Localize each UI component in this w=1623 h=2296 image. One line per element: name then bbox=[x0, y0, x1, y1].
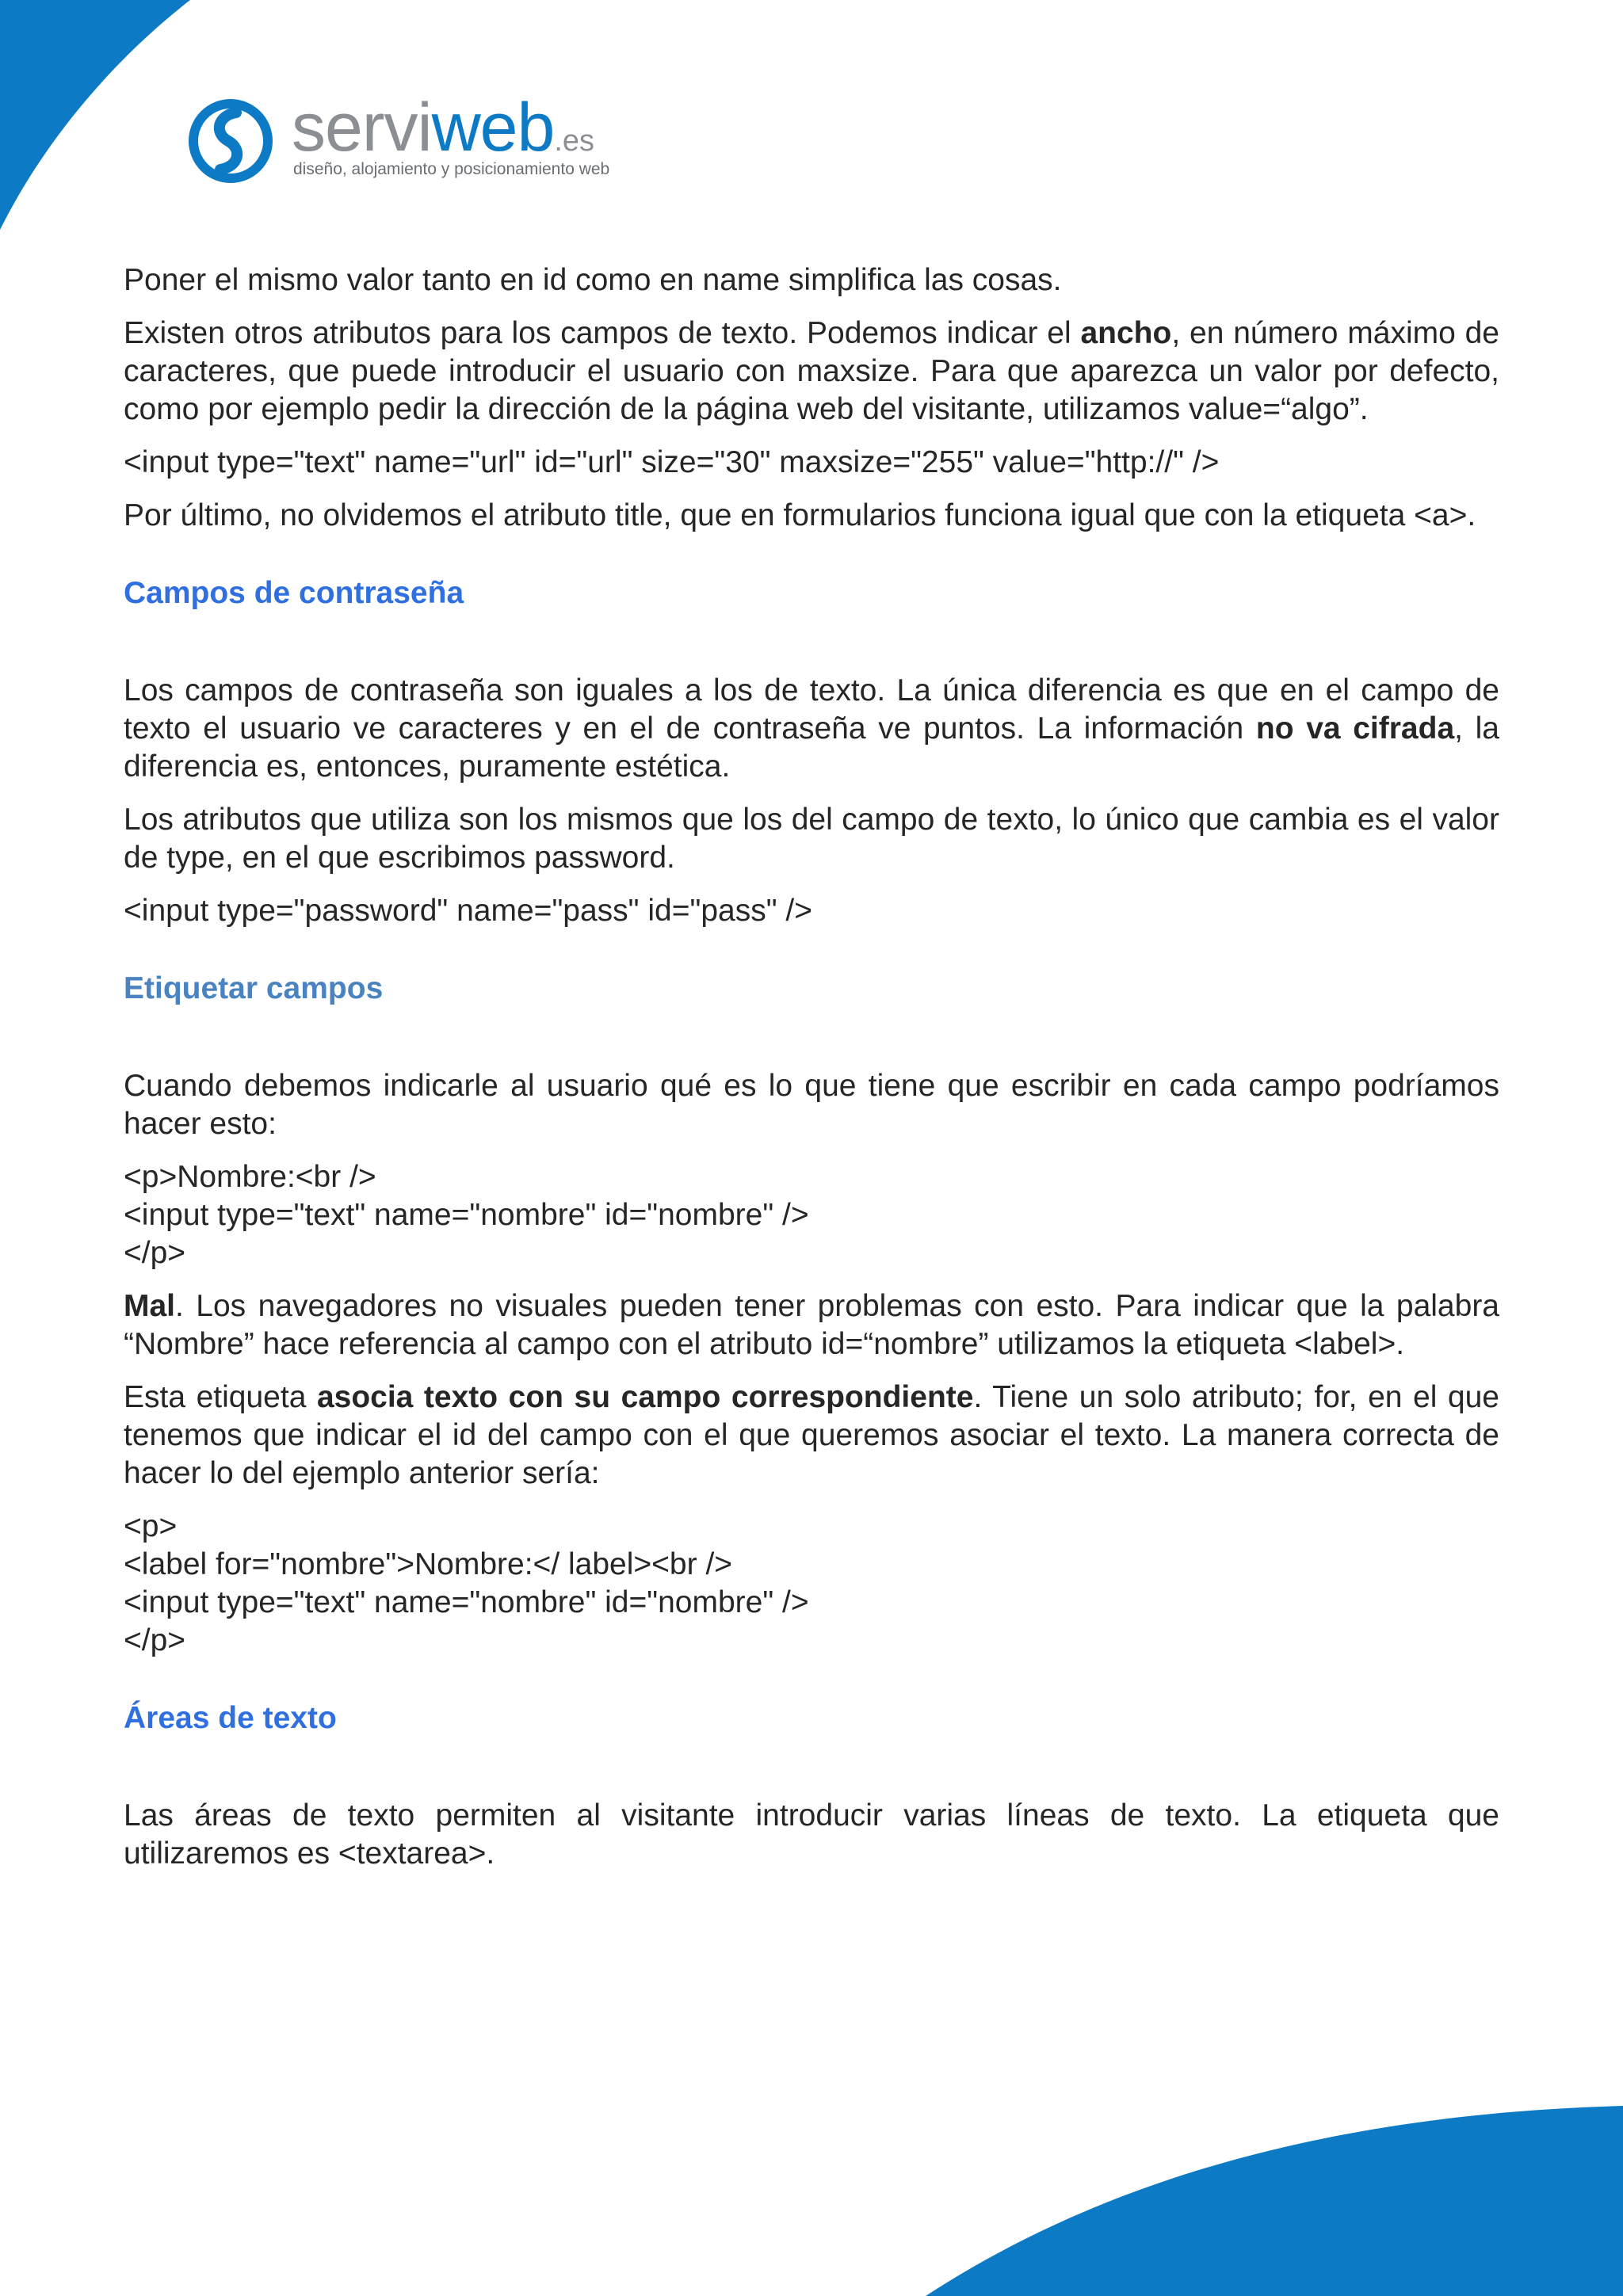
bold-text: Mal bbox=[124, 1289, 176, 1323]
paragraph-text: . Tiene un solo atributo; for, en el que tenemos que indicar el id del campo con el que queremos asociar el texto. La manera correcta de hacer lo del ejemplo anterior sería: bbox=[124, 1380, 1499, 1490]
paragraph-text: . Los navegadores no visuales pueden tener problemas con esto. Para indicar que la palabra “Nombre” hace referencia al campo con el atributo id=“nombre” utilizamos la etiqueta <label>. bbox=[124, 1289, 1499, 1361]
bold-text: no va cifrada bbox=[1255, 711, 1455, 746]
paragraph-text: Existen otros atributos para los campos de texto. Podemos indicar el bbox=[124, 316, 1081, 350]
paragraph bbox=[124, 672, 1499, 786]
paragraph-text: , en número máximo de caracteres, que puede introducir el usuario con maxsize. Para que aparezca un valor por defecto, como por ejemplo pedir la dirección de la página web del visitante, utilizamos value=“algo”. bbox=[124, 316, 1499, 426]
paragraph-text: Esta etiqueta bbox=[124, 1380, 317, 1414]
code-line: <input type="text" name="nombre" id="nombre" /> bbox=[124, 1198, 809, 1232]
code-line: <input type="text" name="nombre" id="nombre" /> bbox=[124, 1585, 809, 1619]
section-heading-textareas: Áreas de texto bbox=[124, 1701, 337, 1735]
code-line: <label for="nombre">Nombre:</ label><br /> bbox=[124, 1547, 733, 1581]
paragraph bbox=[124, 1379, 1499, 1493]
logo-word-servi: servi bbox=[292, 90, 432, 166]
logo-word-tld: .es bbox=[554, 124, 595, 158]
code-line: <p>Nombre:<br /> bbox=[124, 1160, 376, 1194]
paragraph: Los atributos que utiliza son los mismos que los del campo de texto, lo único que cambia es el valor de type, en el que escribimos password. bbox=[124, 803, 1499, 875]
document-body bbox=[124, 261, 1499, 1888]
paragraph-text: Los campos de contraseña son iguales a los de texto. La única diferencia es que en el campo de texto el usuario ve caracteres y en el de contraseña ve puntos. La información bbox=[124, 673, 1499, 746]
paragraph bbox=[124, 315, 1499, 429]
corner-decoration-top-left bbox=[0, 0, 206, 238]
paragraph: Por último, no olvidemos el atributo title, que en formularios funciona igual que con la etiqueta <a>. bbox=[124, 498, 1476, 532]
logo-s-mark-icon bbox=[187, 97, 274, 185]
paragraph: Cuando debemos indicarle al usuario qué es lo que tiene que escribir en cada campo podríamos hacer esto: bbox=[124, 1069, 1499, 1141]
code-line: </p> bbox=[124, 1236, 186, 1270]
code-sample bbox=[124, 1158, 1499, 1272]
serviweb-logo bbox=[187, 90, 631, 189]
code-sample bbox=[124, 1508, 1499, 1660]
bold-text: asocia texto con su campo correspondiente bbox=[316, 1380, 974, 1414]
paragraph: Las áreas de texto permiten al visitante introducir varias líneas de texto. La etiqueta que utilizaremos es <textarea>. bbox=[124, 1798, 1499, 1871]
logo-word-web: web bbox=[431, 90, 555, 166]
paragraph-text: , la diferencia es, entonces, puramente estética. bbox=[124, 711, 1499, 784]
code-sample: <input type="password" name="pass" id="pass" /> bbox=[124, 894, 812, 928]
section-heading-labels: Etiquetar campos bbox=[124, 971, 384, 1005]
logo-tagline: diseño, alojamiento y posicionamiento web bbox=[293, 160, 610, 178]
code-line: </p> bbox=[124, 1623, 186, 1657]
corner-decoration-bottom-right bbox=[926, 2090, 1623, 2296]
bold-text: ancho bbox=[1080, 316, 1172, 350]
code-sample: <input type="text" name="url" id="url" size="30" maxsize="255" value="http://" /> bbox=[124, 445, 1220, 479]
paragraph: Poner el mismo valor tanto en id como en name simplifica las cosas. bbox=[124, 263, 1062, 297]
code-line: <p> bbox=[124, 1509, 178, 1543]
section-heading-passwords: Campos de contraseña bbox=[124, 576, 464, 610]
paragraph bbox=[124, 1287, 1499, 1363]
